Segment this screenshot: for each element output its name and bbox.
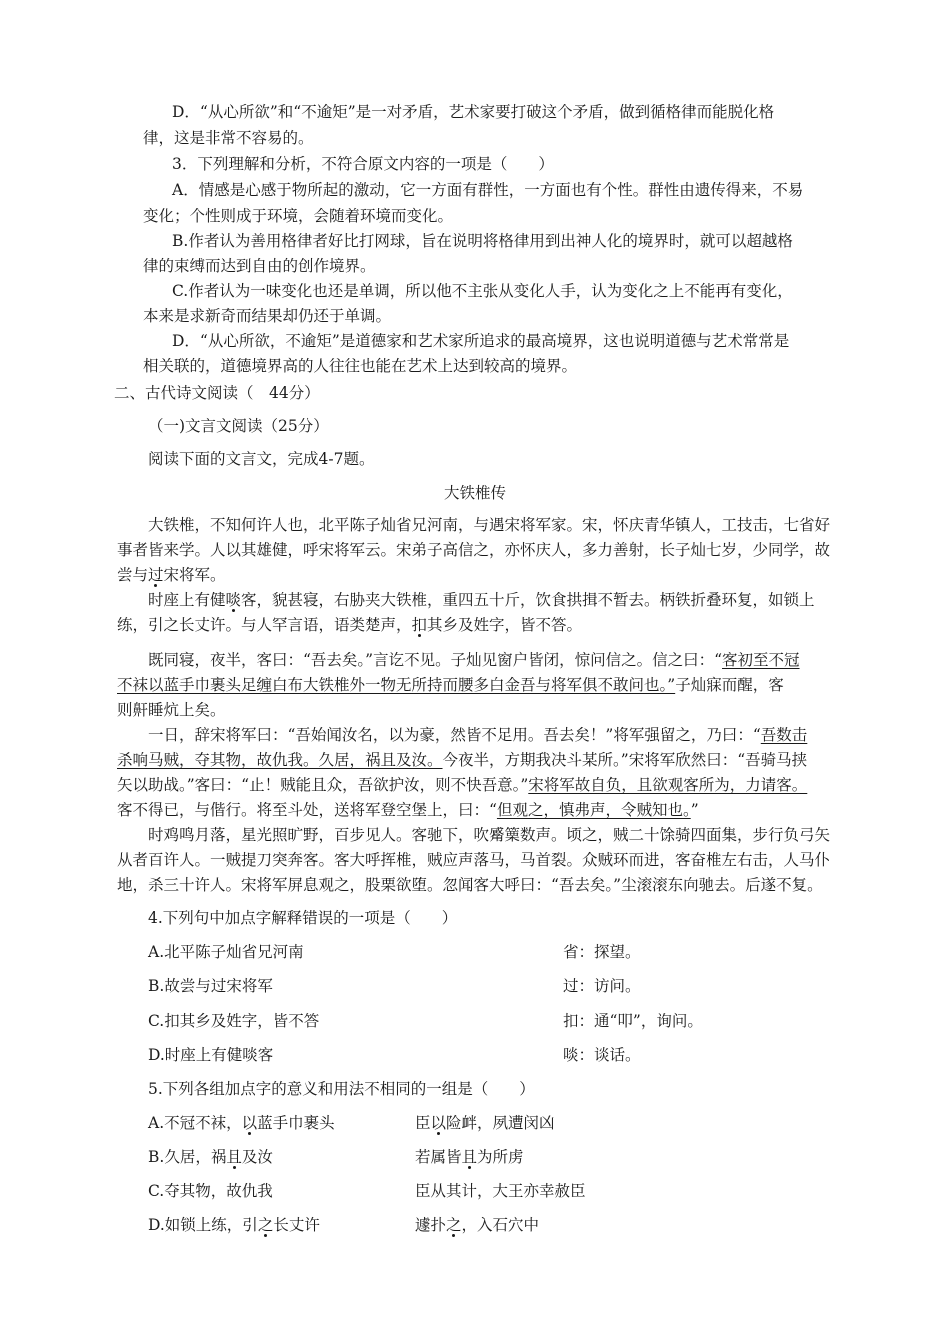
underlined-sentence-4: 但观之，慎弗声，令贼知也。 <box>496 801 691 819</box>
passage-p3-line3: 则鼾睡炕上矣。 <box>117 701 226 719</box>
q4-option-b: B.故尝与过宋将军 过：访问。 <box>148 977 641 995</box>
q5-option-b: B.久居，祸且及汝 若属皆且为所虏 <box>148 1148 524 1166</box>
emphasis-dot-guo: 过 <box>148 566 164 584</box>
q3-option-d-line1: D．“从心所欲，不逾矩”是道德家和艺术家所追求的最高境界，这也说明道德与艺术常常是 <box>172 332 790 350</box>
subsection-heading: （一)文言文阅读（25分） <box>148 417 329 435</box>
passage-title: 大铁椎传 <box>443 484 506 502</box>
q4-stem: 4.下列句中加点字解释错误的一项是（ ） <box>148 909 458 927</box>
underlined-sentence-1b: 不袜以蓝手巾裹头足缠白布大铁椎外一物无所持而腰多白金吾与将军俱不敢问也。” <box>117 676 676 694</box>
passage-p4-line1: 一日，辞宋将军曰：“吾始闻汝名，以为豪，然皆不足用。吾去矣！”将军强留之，乃曰：“吾数击 <box>148 726 808 744</box>
section-heading: 二、古代诗文阅读（ 44分） <box>114 384 320 402</box>
q4-option-c: C.扣其乡及姓字，皆不答 扣：通“叩”，询问。 <box>148 1012 703 1030</box>
underlined-sentence-2a: 吾数击 <box>760 726 808 744</box>
passage-p4-line3: 矢以助战。”客曰：“止！贼能且众，吾欲护汝，则不快吾意。”宋将军故自负，且欲观客所为，力请客。 <box>117 776 808 794</box>
q2-option-d-line2: 律，这是非常不容易的。 <box>143 129 314 147</box>
emphasis-dot-dan: 啖 <box>225 591 242 609</box>
passage-p5-line3: 地，杀三十许人。宋将军屏息观之，股栗欲堕。忽闻客大呼曰：“吾去矣。”尘滚滚东向驰去。后遂不复。 <box>117 876 823 894</box>
q3-option-c-line2: 本来是求新奇而结果却仍还于单调。 <box>143 307 392 325</box>
q5-option-c: C.夺其物，故仇我 臣从其计，大王亦幸赦臣 <box>148 1182 586 1200</box>
q5-option-d: D.如锁上练，引之长丈许 遽扑之，入石穴中 <box>148 1216 540 1234</box>
underlined-sentence-2b: 杀响马贼，夺其物，故仇我。久居，祸且及汝。 <box>117 751 443 769</box>
q3-option-c-line1: C.作者认为一味变化也还是单调，所以他不主张从变化人手，认为变化之上不能再有变化， <box>172 282 793 300</box>
passage-p2-line1: 时座上有健啖客，貌甚寝，右胁夹大铁椎，重四五十斤，饮食拱揖不暂去。柄铁折叠环复，如锁上 <box>148 591 815 609</box>
q2-option-d-line1: D．“从心所欲”和“不逾矩”是一对矛盾，艺术家要打破这个矛盾，做到循格律而能脱化格 <box>172 103 775 121</box>
q3-option-b-line2: 律的束缚而达到自由的创作境界。 <box>143 257 376 275</box>
q3-option-d-line2: 相关联的，道德境界高的人往往也能在艺术上达到较高的境界。 <box>143 357 578 375</box>
passage-p4-line2: 杀响马贼，夺其物，故仇我。久居，祸且及汝。今夜半，方期我决斗某所。”宋将军欣然曰：“吾骑马挟 <box>117 751 808 769</box>
underlined-sentence-3: 宋将军故自负，且欲观客所为，力请客。 <box>528 776 808 794</box>
q3-option-a-line1: A．情感是心感于物所起的激动，它一方面有群性，一方面也有个性。群性由遗传得来，不易 <box>172 181 804 199</box>
q3-option-a-line2: 变化；个性则成于环境，会随着环境而变化。 <box>143 207 454 225</box>
passage-p5-line2: 从者百许人。一贼提刀突奔客。客大呼挥椎，贼应声落马，马首裂。众贼环而进，客奋椎左右击，人马仆 <box>117 851 831 869</box>
emphasis-dot-kou: 扣 <box>411 616 428 634</box>
q5-stem: 5.下列各组加点字的意义和用法不相同的一组是（ ） <box>148 1080 535 1098</box>
passage-p1-line2: 事者皆来学。人以其雄健，呼宋将军云。宋弟子高信之，亦怀庆人，多力善射，长子灿七岁，少同学，故 <box>117 541 831 559</box>
passage-p4-line4: 客不得已，与偕行。将至斗处，送将军登空堡上，曰：“但观之，慎弗声，令贼知也。” <box>117 801 699 819</box>
passage-p1-line1: 大铁椎，不知何许人也，北平陈子灿省兄河南，与遇宋将军家。宋，怀庆青华镇人，工技击，七省好 <box>148 516 831 534</box>
passage-p3-line1: 既同寝，夜半，客曰：“吾去矣。”言讫不见。子灿见窗户皆闭，惊问信之。信之曰：“客初至不冠 <box>148 651 800 669</box>
underlined-sentence-1a: 客初至不冠 <box>722 651 800 669</box>
q4-option-d: D.时座上有健啖客 啖：谈话。 <box>148 1046 641 1064</box>
q3-stem: 3．下列理解和分析，不符合原文内容的一项是（ ） <box>172 155 554 173</box>
q4-option-a: A.北平陈子灿省兄河南 省：探望。 <box>148 943 641 961</box>
passage-p1-line3: 尝与过宋将军。 <box>117 566 226 584</box>
passage-p2-line2: 练，引之长丈许。与人罕言语，语类楚声，扣其乡及姓字，皆不答。 <box>117 616 583 634</box>
passage-p3-line2: 不袜以蓝手巾裹头足缠白布大铁椎外一物无所持而腰多白金吾与将军俱不敢问也。”子灿寐而醒，客 <box>117 676 784 694</box>
q3-option-b-line1: B.作者认为善用格律者好比打网球，旨在说明将格律用到出神人化的境界时，就可以超越格 <box>172 232 793 250</box>
instruction-text: 阅读下面的文言文，完成4-7题。 <box>148 450 375 468</box>
q5-option-a: A.不冠不袜，以蓝手巾裹头 臣以险衅，夙遭闵凶 <box>148 1114 555 1132</box>
passage-p5-line1: 时鸡鸣月落，星光照旷野，百步见人。客驰下，吹觱篥数声。顷之，贼二十馀骑四面集，步行负弓矢 <box>148 826 831 844</box>
